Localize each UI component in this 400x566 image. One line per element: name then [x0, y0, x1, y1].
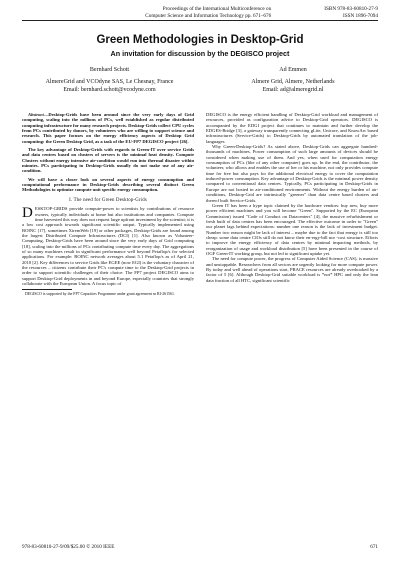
abstract-text: —Desktop-Grids have been around since the very early days of Grid computing, scaling into the millions of PCs, well established as regular distributed computing infrastructure for many research projects. Desktop-Grids collect CPU cycles from PCs contributed by donors, by volunteers who are willing to support science and research. This paper focuses on the energy efficiency aspects of Desktop Grid computing: the Green Desktop Grid, as a task of the EU-FP7 DEGISCO project [26].: [22, 112, 194, 144]
abstract-paragraph-3: We will have a closer look on several aspects of energy consumption and computational performance in Desktop-Grids describing several distinct Green Methodologies to optimize compute unit specific energy consumption.: [22, 176, 194, 193]
author-affiliation: AlmereGrid and VCOdyne SAS, Le Chesnay, France: [45, 79, 174, 85]
right-column: [206, 112, 378, 283]
left-column: [22, 112, 194, 297]
header-rule: [22, 20, 378, 21]
body-paragraph-1: DEGISCO is the energy efficient handling of Desktop-Grid workload and management of resources, provided as configuration advice to Desktop-Grid operators. DEGISCO is accompanied by the EDGI project that continues to maintain and further develop the EDGES-Bridge [3], a gateway transparently connecting gLite, Unicore, and KnowArc based infrastructures (Service-Grids) to Desktop-Grids by automated translation of the job-languages.: [206, 112, 378, 144]
abstract-label: Abstract: [28, 112, 44, 117]
author-email: Email: ad@almeregrid.nl: [262, 87, 324, 93]
body-paragraph-2: Why Green-Desktop-Grids? As stated above, Desktop-Grids can aggregate hundred-thousands of machines. Power consumption of such large amounts of devices should be considered when making use of them. And yes, when used for computation energy consumption of PCs (like of any other computer) goes up. In the end, the contributor, the volunteer, who allows and enables the use of her or his machine, not only provides compute time for free but also pays for the additional electrical energy to cover the computation induced-power consumption. Key advantage of Desktop-Grids is the minimal power density compared to conventional data centres. Typically, PCs participating in Desktop-Grids in Europe are not hosted in air-conditioned environments. Without the energy burden of air-conditions, Desktop-Grid are intrinsically "greener" than data centre based clusters and thereof built Service-Grids.: [206, 144, 378, 203]
copyright-line: 978-83-60810-27-9/09/$25.00 © 2010 IEEE: [22, 544, 115, 550]
paper-title: Green Methodologies in Desktop-Grid: [96, 34, 304, 46]
abstract: [22, 112, 194, 193]
author-affiliation: Almere Grid, Almere, Netherlands: [251, 79, 335, 85]
abstract-paragraph-1: [22, 112, 194, 144]
author-block-1: [22, 66, 197, 94]
author-name: Bernhard Schott: [89, 67, 130, 73]
body-paragraph-3: Green IT has been a hype topic claimed by the hardware vendors: buy new, buy more power efficient machines and you will become "Green". Supported by the EC (European Commission) issued "Code of Conduct on Datacenters" [4], the massive refurbishment or fresh built of data centres has been encouraged. The effective outcome in order to "Green" our planet lags behind expectations: number one reason is the lack of investment budget. Number two reason might be lack of interest – maybe due to the fact that energy is still too cheap: some data centre CIOs still do not know their en-ergy-bill nor -cost structure. Efforts to improve the energy efficiency of data centres by minimal impacting methods, by reorganization of usage and workload distribution [5] have been presented in the course of OGF Green-IT working group, but not led to significant uptake yet.: [206, 202, 378, 256]
drop-cap: D: [22, 205, 33, 222]
running-header: [22, 6, 378, 28]
funding-footnote: DEGISCO is supported by the FP7 Capacities Programme under grant agreement nr RI-261561.: [25, 292, 175, 297]
section-heading: I. The need for Green Desktop-Grids: [69, 197, 147, 203]
paper-subtitle: An invitation for discussion by the DEGISCO project: [110, 49, 290, 58]
section-paragraph: [22, 206, 194, 286]
abstract-paragraph-2: The key advantage of Desktop-Grids with regards to Green-IT over service Grids and data centres based on clusters of servers is the minimal heat density. Compute Clusters without energy intensive air-condition would run into thermal disaster within minutes. PCs participating in Desktop-Grids usually do not make use of any air-condition.: [22, 147, 194, 174]
section-text: ESKTOP-GRIDS provide compute-power to scientists by contributions of resource owners, typically individuals at home but also institutions and companies. Compute time harvested this way does not request large upfront investment by the scientist; it is a low cost approach towards significant scientific output. Typically implemented using BOINC [17], sometimes XtremWeb [19] or other packages, Desktop-Grids are found among the largest Distributed Compute Infrastructures (DCI) [1]. Also known as Volunteer-Computing, Desktop-Grids have been around since the very early days of Grid computing [18], scaling into the millions of PCs contributing compute time every day. The aggregations of so many machines result in significant performance well beyond Petaflop/s for selected applications. For example: BOINC network averages about 5.1 Petaflop/s as of April 21, 2010 [2]. Key differences to service Grids like EGEE (now EGI) is the voluntary character of the resources – citizens contribute their PC's compute time to the Desktop-Grid projects in order to support scientific challenges of their choice. The FP7 project DEGISCO aims to support Desktop-Grid deployments in and beyond Europe, especially countries that strongly collaborate with the European Union. A focus topic of: [22, 206, 194, 286]
issn: ISSN 1896-7094: [342, 12, 378, 19]
author-name: Ad Emmen: [279, 67, 307, 73]
proceedings-title: Proceedings of the International Multiconference on: [162, 6, 272, 12]
footnote-rule: [22, 289, 72, 290]
body-paragraph-4: The need for compute power, the progress of Computer Aided Science (CAS), is massive and unstoppable. Researchers from all sectors are urgently looking for more compute power. By today and well ahead of operations start, PRACE resources are already overbooked by a factor of 5 [6]. Although Desktop-Grid suitable workload is *not* HPC and only the lean data fraction of all HTC, significant scientific: [206, 256, 378, 283]
proceedings-pages: Computer Science and Information Technology pp. 671–676: [145, 12, 272, 19]
identifiers: [324, 6, 378, 19]
author-block-2: [208, 66, 378, 94]
page-number: 671: [370, 544, 378, 550]
proceedings-line: [22, 6, 271, 19]
author-email: Email: bernhard.schott@vcodyne.com: [63, 87, 156, 93]
isbn: ISBN 978-83-60810-27-9: [324, 6, 378, 12]
